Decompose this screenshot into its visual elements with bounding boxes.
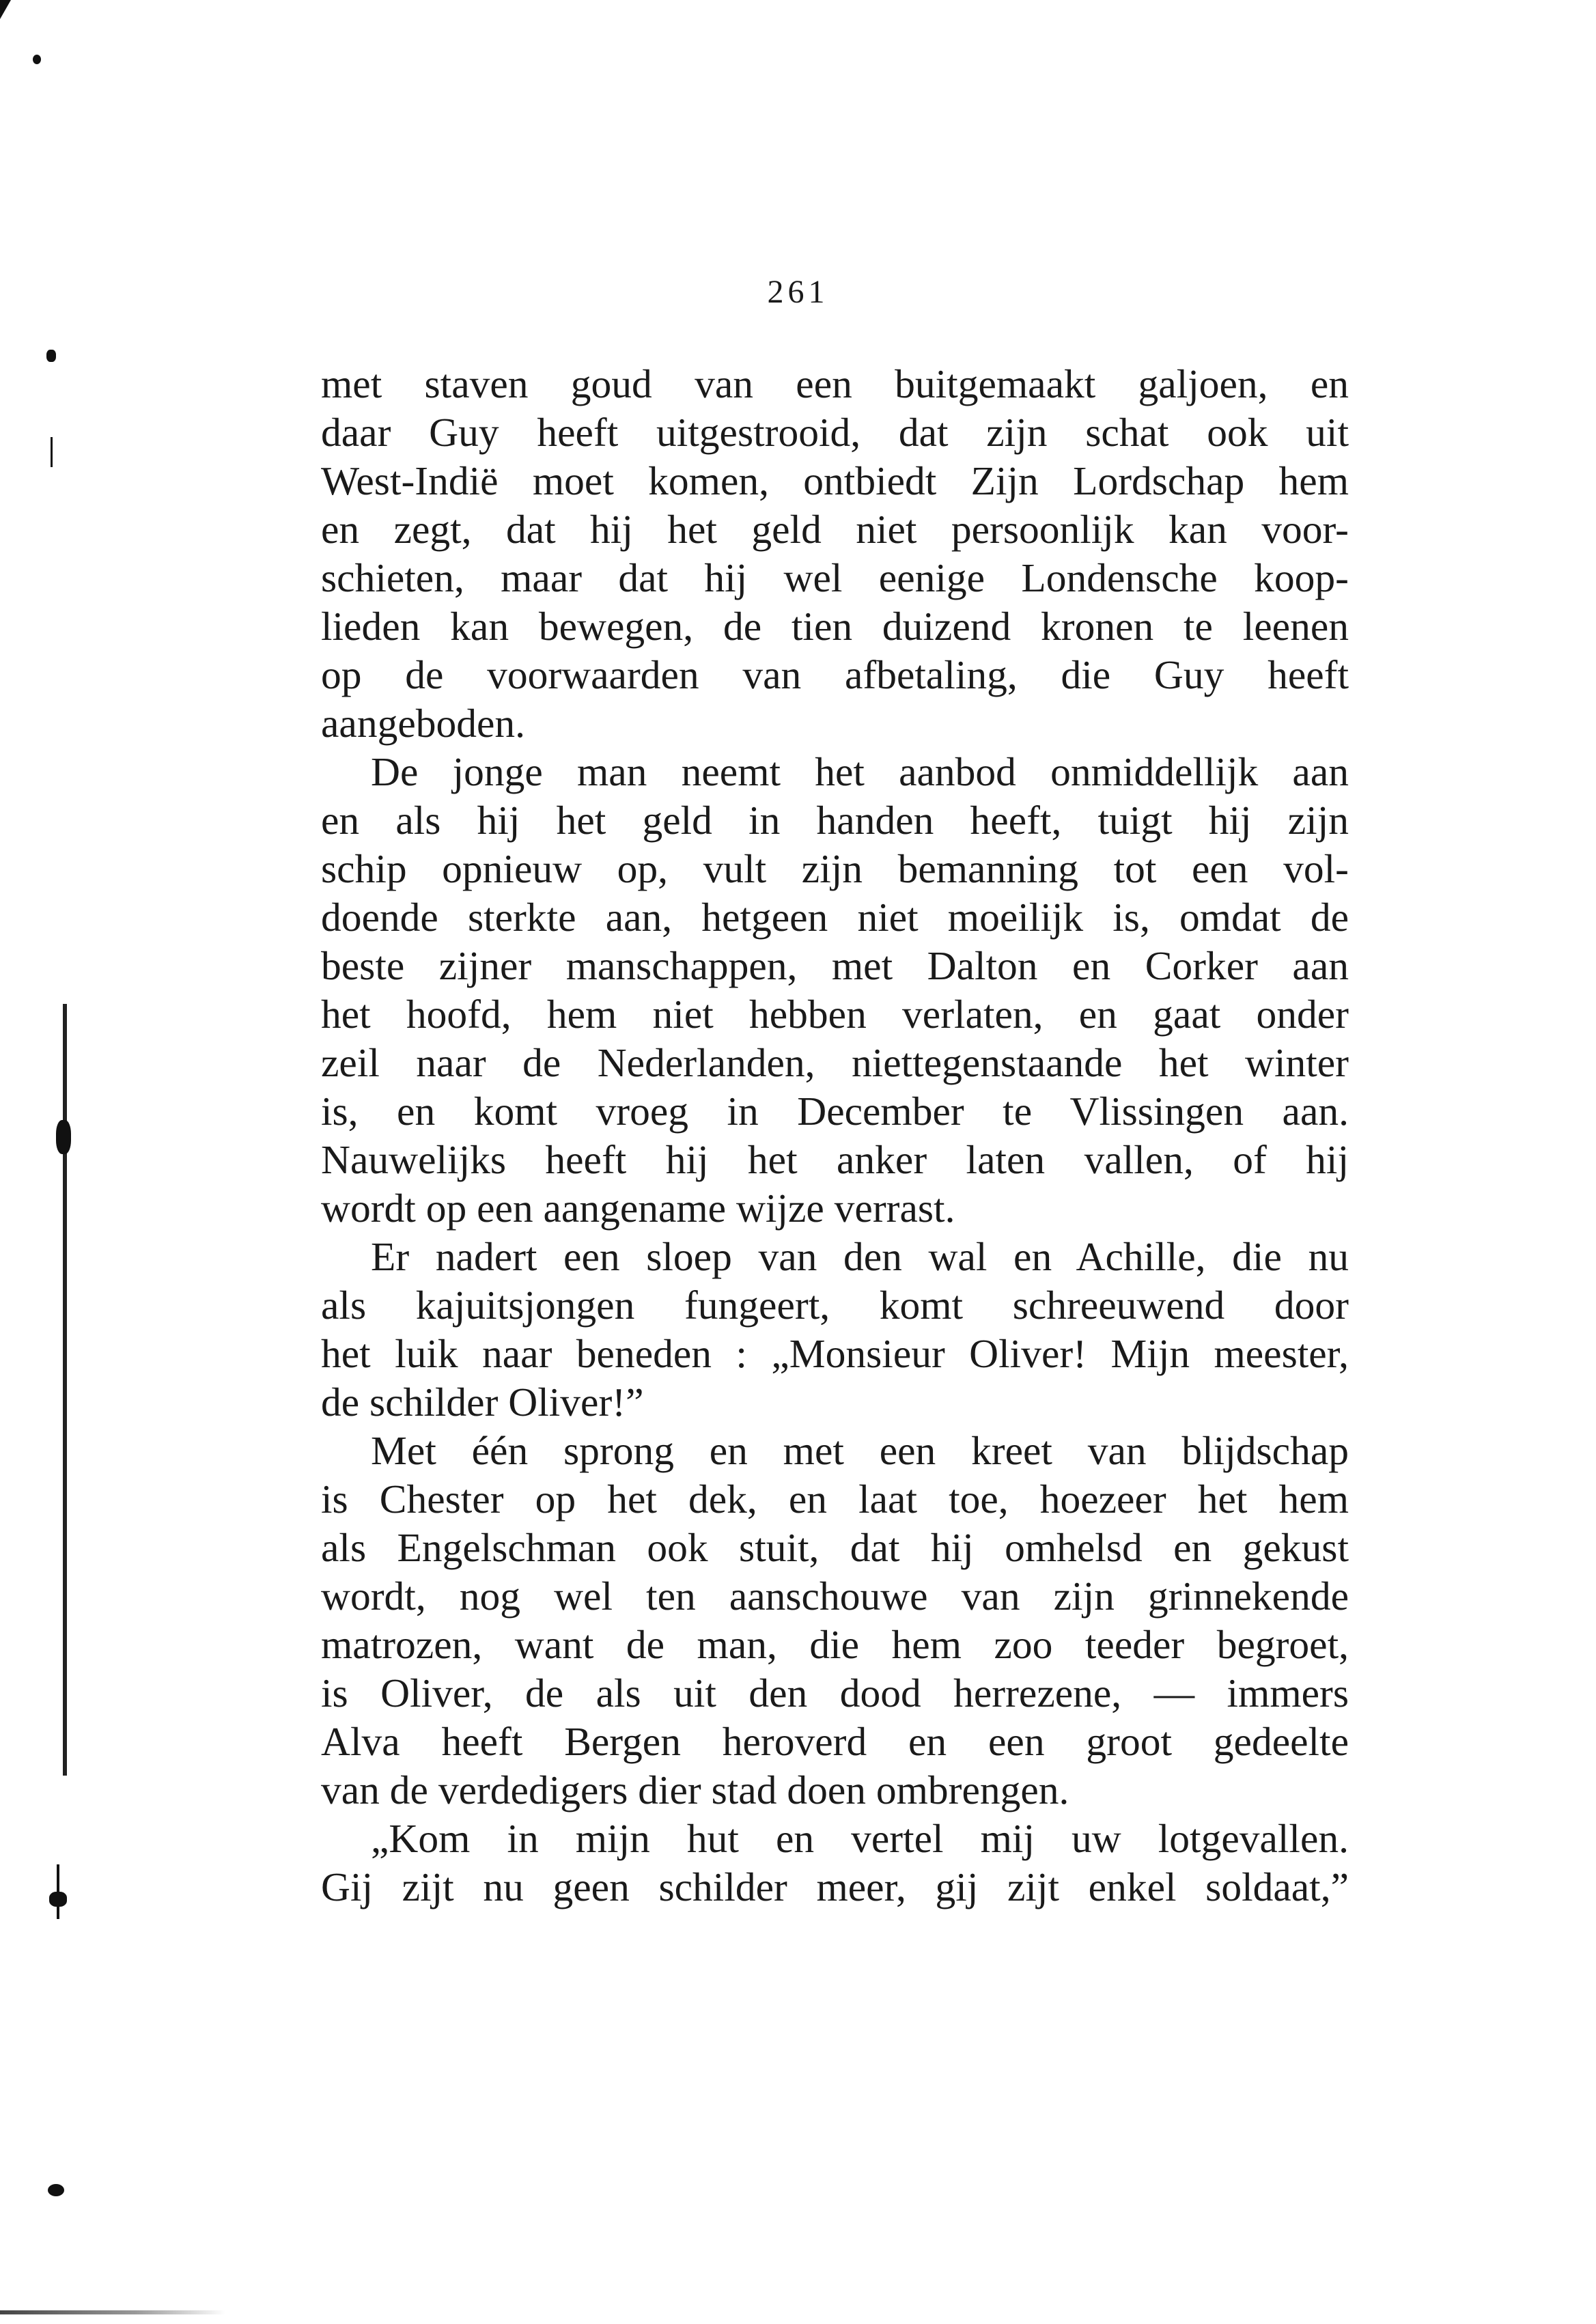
text-line: is, en komt vroeg in December te Vlissingen aan. xyxy=(321,1089,1349,1134)
text-line: en als hij het geld in handen heeft, tuigt hij zijn xyxy=(321,798,1349,843)
text-line: de schilder Oliver!” xyxy=(321,1380,644,1425)
text-line: De jonge man neemt het aanbod onmiddellijk aan xyxy=(371,749,1349,794)
paragraph-4 xyxy=(321,1427,1349,1815)
text-line: aangeboden. xyxy=(321,701,526,746)
text-line: Gij zijt nu geen schilder meer, gij zijt enkel soldaat,” xyxy=(321,1864,1349,1909)
text-line: het luik naar beneden : „Monsieur Oliver! Mijn meester, xyxy=(321,1331,1349,1376)
scan-artifact-cross-stem xyxy=(57,1864,59,1919)
paragraph-5 xyxy=(321,1815,1349,1912)
paragraph-2 xyxy=(321,748,1349,1233)
text-line: doende sterkte aan, hetgeen niet moeilijk is, omdat de xyxy=(321,895,1349,940)
scan-artifact-bulge xyxy=(56,1120,71,1154)
scan-artifact-blot xyxy=(48,2184,64,2196)
body-text xyxy=(321,360,1349,1912)
text-line: als Engelschman ook stuit, dat hij omhelsd en gekust xyxy=(321,1525,1349,1570)
paragraph-1 xyxy=(321,360,1349,748)
page-number: 261 xyxy=(767,274,829,310)
text-line: wordt, nog wel ten aanschouwe van zijn grinnekende xyxy=(321,1573,1349,1619)
paragraph-3 xyxy=(321,1233,1349,1427)
text-line: is Oliver, de als uit den dood herrezene, — immers xyxy=(321,1670,1349,1716)
text-line: matrozen, want de man, die hem zoo teeder begroet, xyxy=(321,1622,1349,1667)
text-line: en zegt, dat hij het geld niet persoonlijk kan voor- xyxy=(321,507,1349,552)
text-line: is Chester op het dek, en laat toe, hoezeer het hem xyxy=(321,1476,1349,1522)
text-line: Alva heeft Bergen heroverd en een groot gedeelte xyxy=(321,1719,1349,1764)
text-line: beste zijner manschappen, met Dalton en Corker aan xyxy=(321,943,1349,988)
text-line: daar Guy heeft uitgestrooid, dat zijn schat ook uit xyxy=(321,410,1349,455)
text-line: lieden kan bewegen, de tien duizend kronen te leenen xyxy=(321,604,1349,649)
text-line: „Kom in mijn hut en vertel mij uw lotgevallen. xyxy=(371,1816,1349,1861)
text-line: zeil naar de Nederlanden, niettegenstaande het winter xyxy=(321,1040,1349,1085)
text-line: Nauwelijks heeft hij het anker laten vallen, of hij xyxy=(321,1137,1349,1182)
scan-artifact-line xyxy=(51,437,53,467)
scan-artifact-corner xyxy=(0,0,11,19)
text-line: schieten, maar dat hij wel eenige Londensche koop- xyxy=(321,555,1349,600)
text-line: wordt op een aangename wijze verrast. xyxy=(321,1186,955,1231)
text-line: Er nadert een sloep van den wal en Achille, die nu xyxy=(371,1234,1349,1279)
text-line: op de voorwaarden van afbetaling, die Guy heeft xyxy=(321,652,1349,697)
text-line: schip opnieuw op, vult zijn bemanning tot een vol- xyxy=(321,846,1349,891)
text-line: van de verdedigers dier stad doen ombrengen. xyxy=(321,1767,1069,1812)
text-line: met staven goud van een buitgemaakt galjoen, en xyxy=(321,361,1349,406)
text-line: West-Indië moet komen, ontbiedt Zijn Lordschap hem xyxy=(321,458,1349,503)
scan-artifact-dot xyxy=(33,55,41,64)
scan-artifact-tick xyxy=(46,350,56,362)
text-line: Met één sprong en met een kreet van blijdschap xyxy=(371,1428,1349,1473)
text-line: als kajuitsjongen fungeert, komt schreeuwend door xyxy=(321,1283,1349,1328)
text-line: het hoofd, hem niet hebben verlaten, en gaat onder xyxy=(321,992,1349,1037)
scan-artifact-bottom-streak xyxy=(0,2310,225,2314)
